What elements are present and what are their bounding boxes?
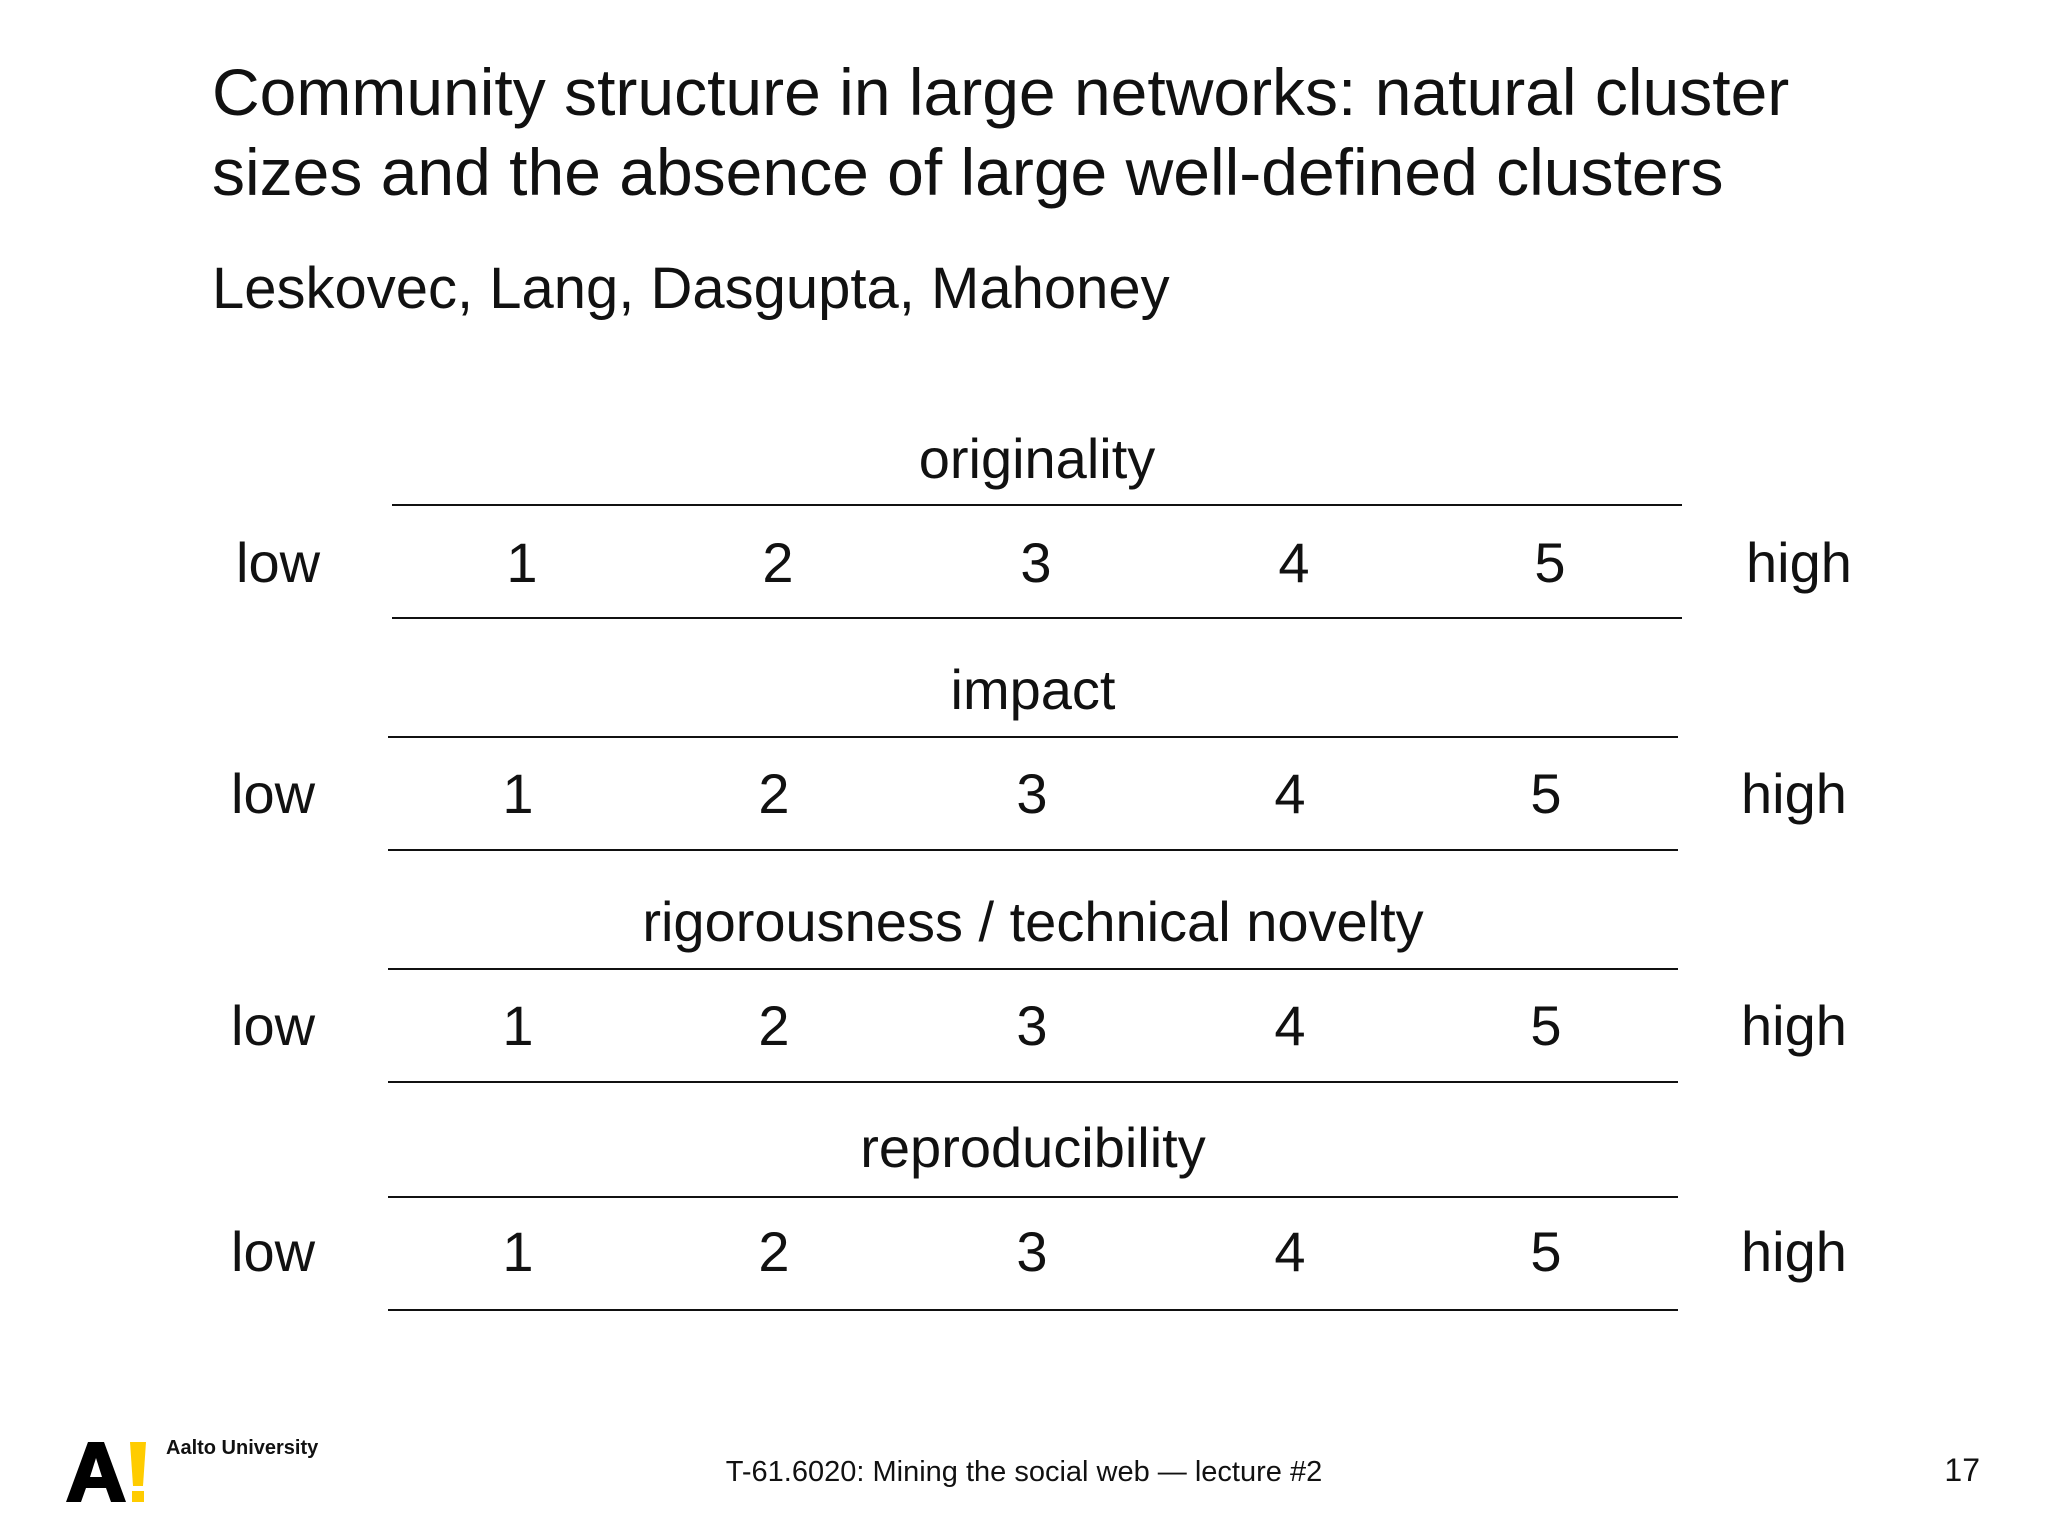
- scale-point-1: 1: [502, 1220, 534, 1283]
- scale-high-label: high: [1741, 994, 1847, 1057]
- scale-low-label: low: [236, 531, 321, 594]
- rating-scale-rigorousness: [0, 887, 2048, 1107]
- scale-point-5: 5: [1530, 994, 1562, 1057]
- scale-point-3: 3: [1016, 1220, 1048, 1283]
- course-label: T-61.6020: Mining the social web — lecture #2: [725, 1456, 1323, 1488]
- scale-high-label: high: [1741, 762, 1847, 825]
- scale-point-1: 1: [502, 994, 534, 1057]
- scale-low-label: low: [231, 994, 316, 1057]
- scale-top-rule: [388, 736, 1678, 738]
- scale-point-5: 5: [1530, 762, 1562, 825]
- scale-bottom-rule: [392, 617, 1682, 619]
- scale-bottom-rule: [388, 849, 1678, 851]
- scale-point-5: 5: [1534, 531, 1566, 594]
- scale-point-2: 2: [762, 531, 794, 594]
- scale-point-4: 4: [1274, 1220, 1306, 1283]
- scale-low-label: low: [231, 762, 316, 825]
- rating-scale-originality: [0, 424, 2048, 644]
- criterion-label: impact: [950, 658, 1116, 721]
- page-number: 17: [1944, 1452, 1980, 1488]
- scale-top-rule: [388, 968, 1678, 970]
- scale-point-2: 2: [758, 762, 790, 825]
- scale-point-2: 2: [758, 1220, 790, 1283]
- slide-title: Community structure in large networks: natural cluster sizes and the absence of large well-defined clusters: [212, 55, 1790, 209]
- scale-point-5: 5: [1530, 1220, 1562, 1283]
- rating-scale-reproducibility: [0, 1113, 2048, 1333]
- scale-point-3: 3: [1020, 531, 1052, 594]
- criterion-label: rigorousness / technical novelty: [642, 890, 1424, 953]
- scale-high-label: high: [1746, 531, 1852, 594]
- slide-authors: Leskovec, Lang, Dasgupta, Mahoney: [212, 256, 1170, 321]
- scale-point-4: 4: [1274, 762, 1306, 825]
- scale-bottom-rule: [388, 1081, 1678, 1083]
- scale-point-1: 1: [502, 762, 534, 825]
- criterion-label: reproducibility: [860, 1116, 1206, 1179]
- scale-point-3: 3: [1016, 994, 1048, 1057]
- scale-point-2: 2: [758, 994, 790, 1057]
- scale-low-label: low: [231, 1220, 316, 1283]
- scale-top-rule: [388, 1196, 1678, 1198]
- scale-point-4: 4: [1278, 531, 1310, 594]
- scale-point-1: 1: [506, 531, 538, 594]
- criterion-label: originality: [918, 427, 1156, 490]
- scale-point-4: 4: [1274, 994, 1306, 1057]
- university-name: Aalto University: [166, 1437, 319, 1459]
- scale-bottom-rule: [388, 1309, 1678, 1311]
- scale-point-3: 3: [1016, 762, 1048, 825]
- rating-scale-impact: [0, 655, 2048, 875]
- scale-high-label: high: [1741, 1220, 1847, 1283]
- scale-top-rule: [392, 504, 1682, 506]
